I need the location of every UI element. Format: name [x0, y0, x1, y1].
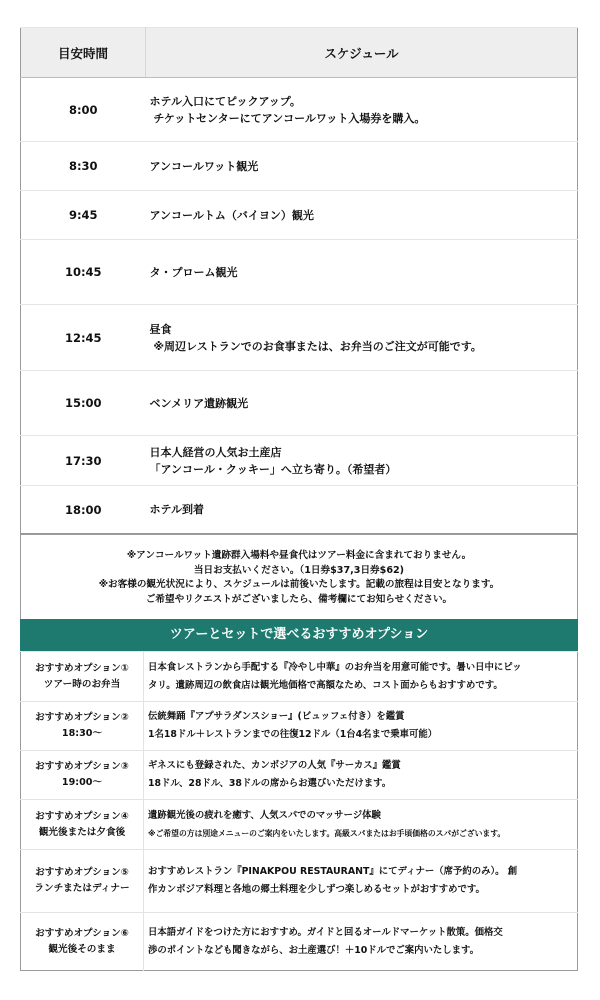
option-text-line: ギネスにも登録された、カンボジアの人気『サーカス』鑑賞: [148, 760, 401, 771]
option-label-line: おすすめオプション④: [35, 810, 129, 822]
row-description: [146, 371, 578, 436]
option-row: [21, 751, 578, 800]
row-time: 10:45: [21, 240, 146, 305]
row-time: 18:00: [21, 486, 146, 534]
option-text-line: 1名18ドル＋レストランまでの往復12ドル（1台4名まで乗車可能）: [148, 729, 438, 740]
option-row: [21, 913, 578, 971]
option-label: [21, 652, 144, 702]
option-label-line: ツアー時のお弁当: [43, 678, 121, 690]
option-label-line: おすすめオプション⑥: [35, 927, 129, 939]
row-description: [146, 191, 578, 240]
tour-info-sheet: [20, 27, 578, 971]
description-line: アンコールトム（バイヨン）観光: [149, 208, 314, 222]
option-text-line: タリ。遺跡周辺の飲食店は観光地価格で高額なため、コスト面からもおすすめです。: [148, 679, 503, 691]
row-time: 8:30: [21, 142, 146, 191]
description-line: チケットセンターにてアンコールワット入場券を購入。: [149, 111, 426, 125]
table-row: [21, 240, 578, 305]
option-description: [144, 652, 578, 702]
row-time: 17:30: [21, 436, 146, 486]
option-label: [21, 850, 144, 913]
description-line: ホテル到着: [149, 503, 204, 516]
row-time: 9:45: [21, 191, 146, 240]
option-label-line: ランチまたはディナー: [34, 883, 130, 894]
note-line: 当日お支払いください。（1日券$37,3日券$62): [193, 564, 405, 576]
row-time: 8:00: [21, 78, 146, 142]
option-label-line: おすすめオプション②: [35, 712, 129, 723]
option-text-line: おすすめレストラン『PINAKPOU RESTAURANT』にてディナー（席予約のみ）。 創: [148, 866, 518, 877]
option-label-line: おすすめオプション⑤: [35, 867, 129, 878]
note-line: ご希望やリクエストがございましたら、備考欄にてお知らせください。: [145, 593, 453, 605]
option-row: [21, 702, 578, 751]
description-line: タ・プローム観光: [149, 265, 238, 279]
option-label-line: おすすめオプション①: [35, 662, 129, 674]
option-label-line: 18:30～: [61, 728, 103, 739]
row-description: [146, 305, 578, 371]
schedule-column-header: スケジュール: [146, 28, 578, 78]
option-row: [21, 850, 578, 913]
description-line: ベンメリア遺跡観光: [149, 396, 249, 410]
note-line: ※アンコールワット遺跡群入場料や昼食代はツアー料金に含まれておりません。: [126, 550, 472, 561]
option-description: [144, 751, 578, 800]
option-description: [144, 800, 578, 850]
option-description: [144, 913, 578, 971]
option-text-line: ※ご希望の方は別途メニューのご案内をいたします。高級スパまたはお手頃価格のスパがございます。: [148, 828, 506, 838]
schedule-table: [20, 27, 578, 534]
option-label-line: 観光後または夕食後: [38, 826, 126, 838]
description-line: 昼食: [149, 322, 172, 336]
row-time: 15:00: [21, 371, 146, 436]
row-description: [146, 240, 578, 305]
option-label-line: おすすめオプション③: [35, 761, 129, 772]
description-line: アンコールワット観光: [149, 159, 259, 173]
row-description: [146, 142, 578, 191]
option-row: [21, 652, 578, 702]
option-description: [144, 702, 578, 751]
option-text-line: 18ドル、28ドル、38ドルの席からお選びいただけます。: [148, 778, 392, 789]
time-column-header: 目安時間: [21, 28, 146, 78]
row-time: 12:45: [21, 305, 146, 371]
table-row: [21, 305, 578, 371]
option-text-line: 渉のポイントなども聞きながら、お土産選び！＋10ドルでご案内いたします。: [148, 944, 480, 956]
options-table: [20, 651, 578, 971]
option-text-line: 伝統舞踊『アプサラダンスショー』(ビュッフェ付き）を鑑賞: [148, 711, 405, 722]
option-text-line: 作カンボジア料理と各地の郷土料理を少しずつ楽しめるセットがおすすめです。: [148, 884, 485, 895]
option-label: [21, 913, 144, 971]
option-label: [21, 800, 144, 850]
description-line: ※周辺レストランでのお食事または、お弁当のご注文が可能です。: [149, 339, 482, 353]
notes-block: [20, 534, 578, 619]
row-description: [146, 78, 578, 142]
note-line: ※お客様の観光状況により、スケジュールは前後いたします。記載の旅程は目安となります。: [98, 579, 500, 590]
table-row: [21, 371, 578, 436]
option-label: [21, 751, 144, 800]
option-text-line: 遺跡観光後の疲れを癒す、人気スパでのマッサージ体験: [148, 809, 381, 821]
description-line: 日本人経営の人気お土産店: [149, 445, 282, 459]
table-row: [21, 436, 578, 486]
option-row: [21, 800, 578, 850]
option-text-line: 日本食レストランから手配する『冷やし中華』のお弁当を用意可能です。暑い日中にピッ: [148, 661, 522, 673]
table-row: [21, 486, 578, 534]
table-row: [21, 78, 578, 142]
schedule-header-row: [21, 28, 578, 78]
option-label-line: 観光後そのまま: [48, 943, 116, 955]
table-row: [21, 142, 578, 191]
option-text-line: 日本語ガイドをつけた方におすすめ。ガイドと回るオールドマーケット散策。価格交: [148, 926, 503, 938]
description-line: 「アンコール・クッキー」へ立ち寄り。（希望者）: [149, 462, 397, 476]
row-description: [146, 486, 578, 534]
options-title: ツアーとセットで選べるおすすめオプション: [20, 619, 578, 651]
table-row: [21, 191, 578, 240]
description-line: ホテル入口にてピックアップ。: [149, 94, 301, 108]
option-label-line: 19:00～: [61, 777, 103, 788]
row-description: [146, 436, 578, 486]
option-label: [21, 702, 144, 751]
option-description: [144, 850, 578, 913]
